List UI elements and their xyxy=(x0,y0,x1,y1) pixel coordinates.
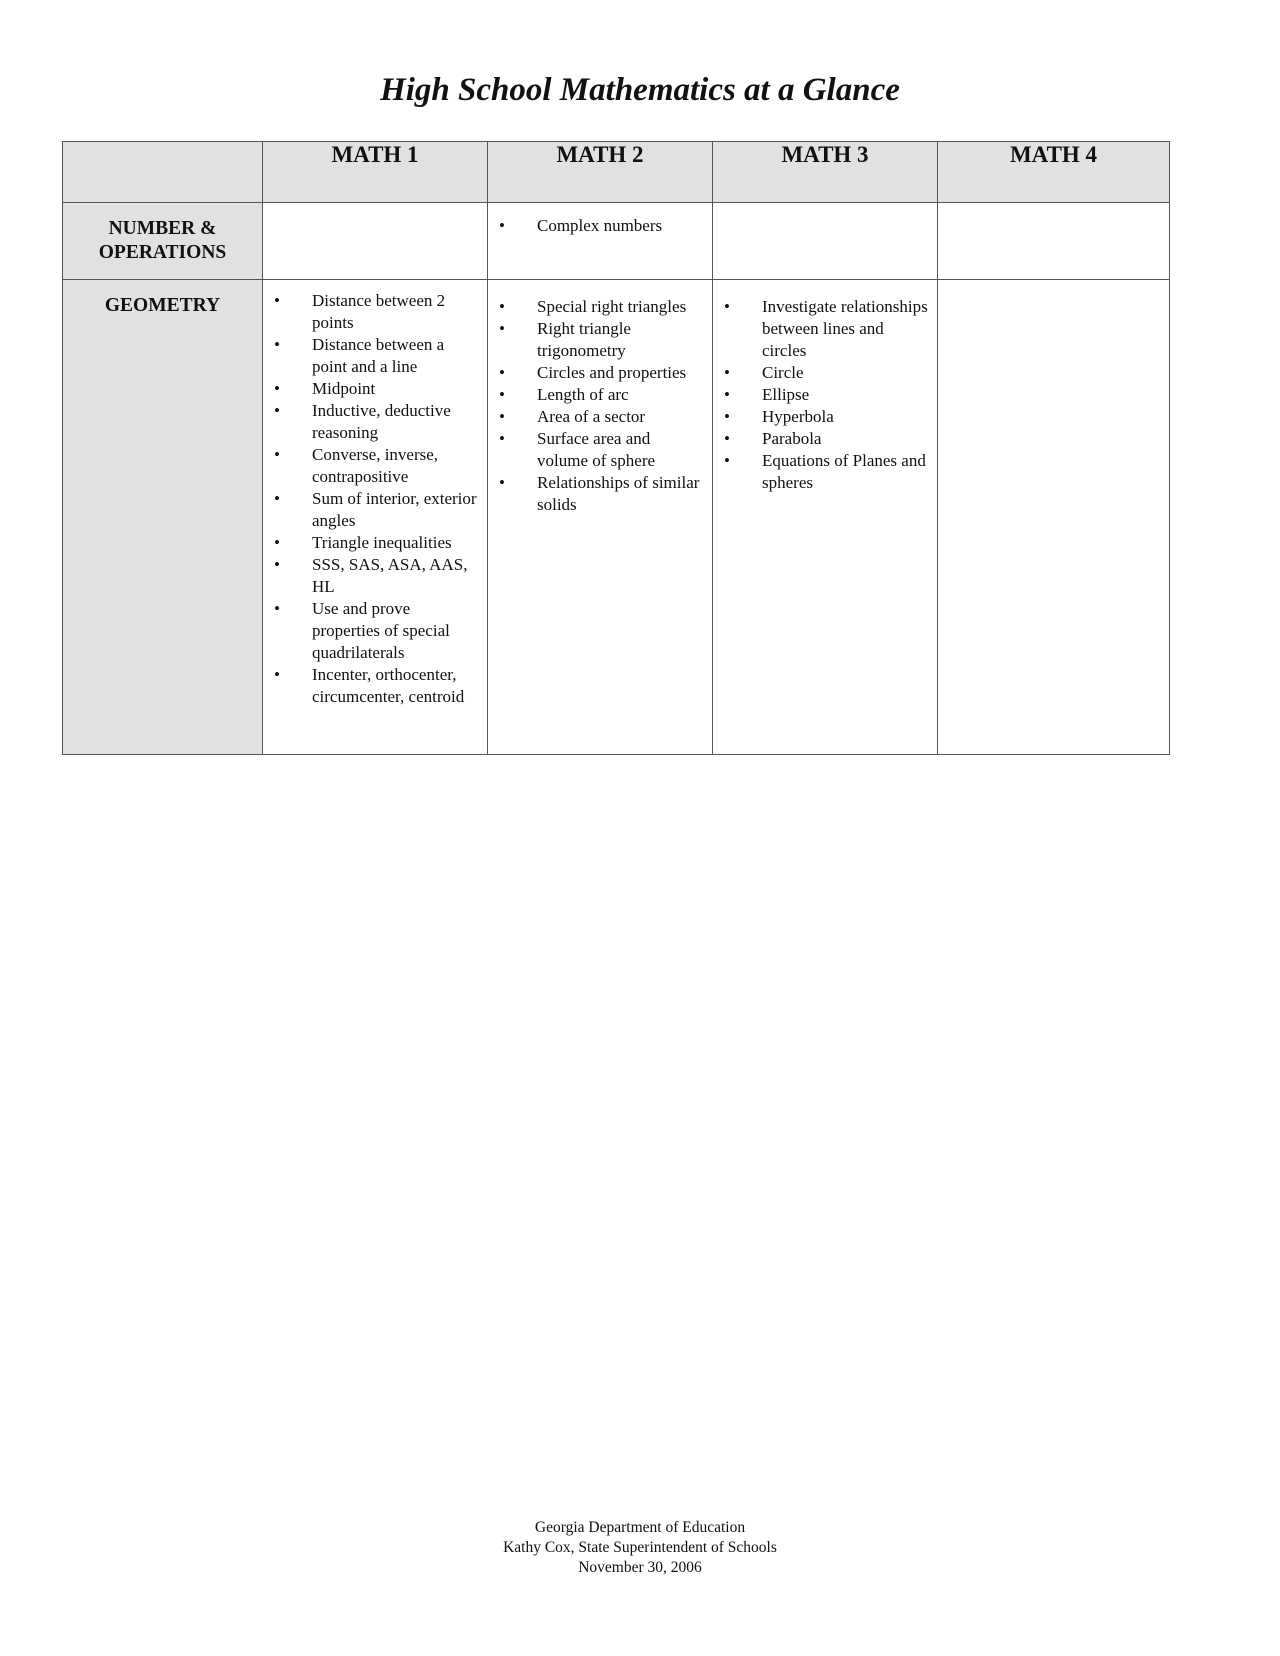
topic-list xyxy=(263,280,487,708)
cell-number-math-3 xyxy=(713,203,938,280)
footer-date: November 30, 2006 xyxy=(578,1559,702,1576)
cell-geometry-math-4 xyxy=(938,280,1170,755)
page-title: High School Mathematics at a Glance xyxy=(380,72,900,108)
table-header-row xyxy=(63,142,1170,203)
cell-geometry-math-2 xyxy=(488,280,713,755)
topic-item: • Sum of interior, exterior angles xyxy=(263,488,479,532)
topic-item: • Inductive, deductive reasoning xyxy=(263,400,479,444)
topic-list xyxy=(488,203,712,237)
cell-number-math-1 xyxy=(263,203,488,280)
topic-item: • Converse, inverse, contrapositive xyxy=(263,444,479,488)
topic-item: • Investigate relationships between lines and circles xyxy=(713,296,929,362)
row-label-text: GEOMETRY xyxy=(104,295,221,316)
topic-item: • Circle xyxy=(713,362,929,384)
topic-item: • Incenter, orthocenter, circumcenter, centroid xyxy=(263,664,479,708)
row-label-number-operations xyxy=(63,203,263,280)
topic-list xyxy=(488,280,712,516)
topic-item: • Triangle inequalities xyxy=(263,532,479,554)
topic-item: • Distance between a point and a line xyxy=(263,334,479,378)
footer-organization: Georgia Department of Education xyxy=(534,1519,746,1536)
topic-item: • Parabola xyxy=(713,428,929,450)
row-label-text: NUMBER & OPERATIONS xyxy=(98,218,227,263)
topic-item: • Relationships of similar solids xyxy=(488,472,704,516)
topic-list xyxy=(713,280,937,494)
topic-item: • Area of a sector xyxy=(488,406,704,428)
topic-item: • Right triangle trigonometry xyxy=(488,318,704,362)
cell-geometry-math-1 xyxy=(263,280,488,755)
math-glance-table xyxy=(62,141,1170,755)
topic-list xyxy=(938,280,1169,290)
header-corner-cell xyxy=(63,142,263,203)
header-math-2: MATH 2 xyxy=(488,142,713,203)
topic-item: • Distance between 2 points xyxy=(263,290,479,334)
header-math-4: MATH 4 xyxy=(938,142,1170,203)
topic-item: • Hyperbola xyxy=(713,406,929,428)
row-label-geometry xyxy=(63,280,263,755)
topic-list xyxy=(713,203,937,215)
cell-number-math-2 xyxy=(488,203,713,280)
topic-item: • Ellipse xyxy=(713,384,929,406)
table-row-number-operations xyxy=(63,203,1170,280)
topic-item: • Equations of Planes and spheres xyxy=(713,450,929,494)
table-row-geometry xyxy=(63,280,1170,755)
cell-number-math-4 xyxy=(938,203,1170,280)
footer-superintendent: Kathy Cox, State Superintendent of Schools xyxy=(503,1539,777,1556)
topic-item: • Length of arc xyxy=(488,384,704,406)
topic-item: • Circles and properties xyxy=(488,362,704,384)
topic-item: • Complex numbers xyxy=(488,215,704,237)
topic-item: • Surface area and volume of sphere xyxy=(488,428,704,472)
topic-list xyxy=(263,203,487,215)
topic-item: • SSS, SAS, ASA, AAS, HL xyxy=(263,554,479,598)
topic-item: • Special right triangles xyxy=(488,296,704,318)
cell-geometry-math-3 xyxy=(713,280,938,755)
page-footer xyxy=(0,1518,1280,1578)
header-math-3: MATH 3 xyxy=(713,142,938,203)
topic-item: • Use and prove properties of special quadrilaterals xyxy=(263,598,479,664)
topic-item: • Midpoint xyxy=(263,378,479,400)
topic-list xyxy=(938,203,1169,215)
header-math-1: MATH 1 xyxy=(263,142,488,203)
